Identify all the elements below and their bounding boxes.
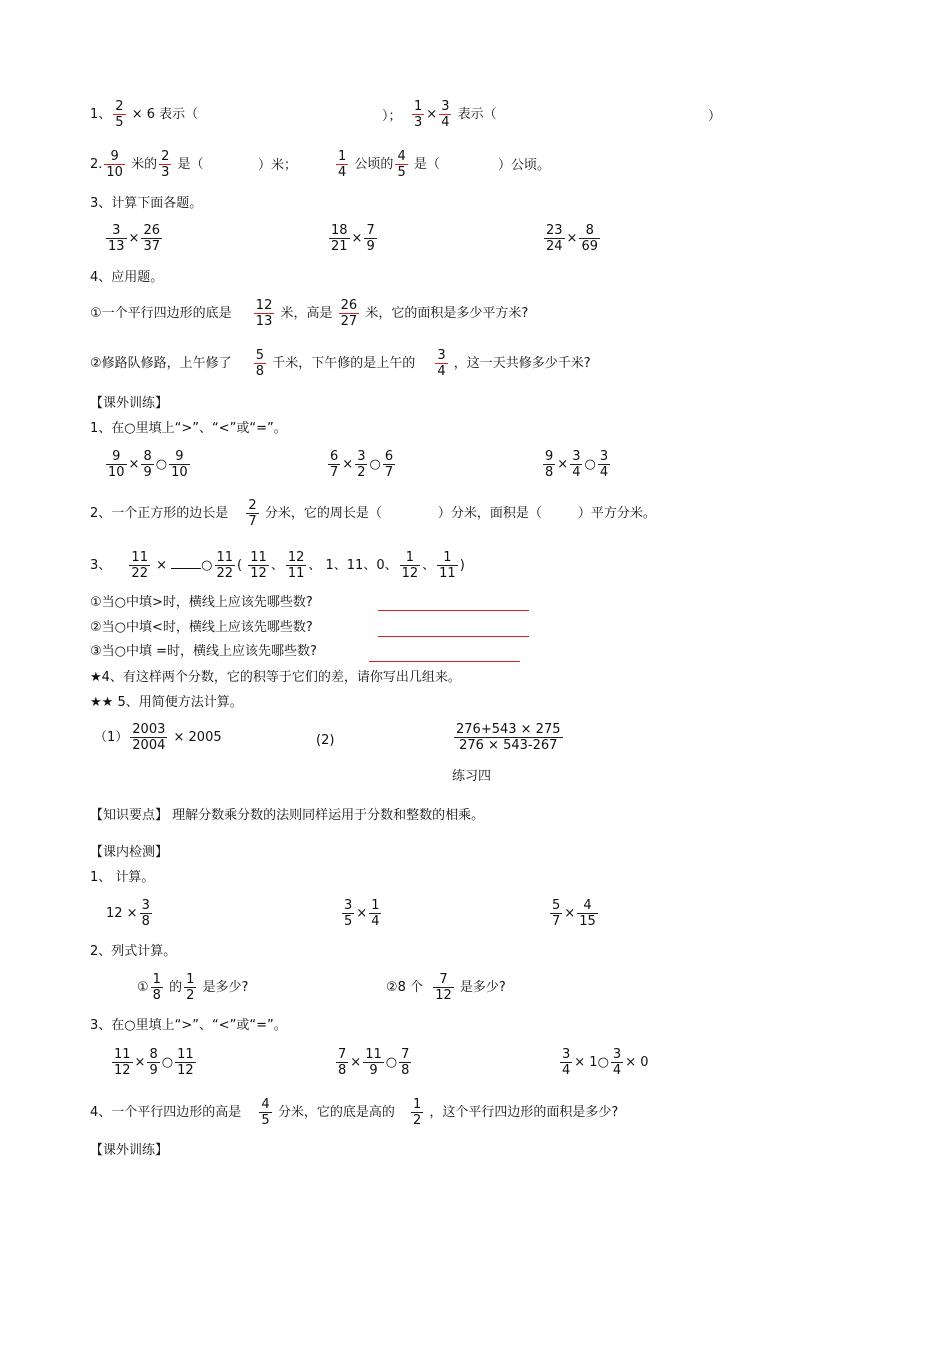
exercise-text: 1、在○里填上“>”、“<”或“=”。 — [90, 421, 287, 436]
fraction: $\frac{3}{4}$ — [441, 99, 450, 130]
exercise-text: 2、列式计算。 — [90, 944, 177, 959]
answer-line[interactable] — [378, 610, 529, 611]
compare-item-2: $\frac{7}{8}$ × $\frac{11}{9}$ ○ $\frac{7}{8}$ — [338, 1047, 410, 1078]
sub-question: ③当○中填 =时，横线上应该先哪些数? — [90, 644, 317, 659]
fraction: $\frac{4}{5}$ — [397, 149, 406, 180]
circle-blank[interactable]: ○ — [155, 457, 168, 472]
page-title: 练习四 — [452, 769, 492, 784]
word-problem-2: ②8 个 $\frac{7}{12}$ 是多少? — [386, 972, 506, 1003]
circle-blank[interactable]: ○ — [201, 558, 213, 573]
section-heading: 4、应用题。 — [90, 270, 164, 285]
compare-item-2: $\frac{6}{7}$ × $\frac{3}{2}$ ○ $\frac{6}{7}$ — [330, 449, 394, 480]
calc-item-3: $\frac{23}{24}$ × $\frac{8}{69}$ — [546, 223, 598, 254]
word-problem-1: ① $\frac{1}{8}$ 的 $\frac{1}{2}$ 是多少? — [137, 972, 249, 1003]
question-1b: $\frac{1}{3}$ × $\frac{3}{4}$ 表示（ — [414, 99, 497, 130]
answer-line[interactable] — [369, 661, 520, 662]
section-heading: 【课外训练】 — [90, 1143, 169, 1158]
exercise-5-1: （1） $\frac{2003}{2004}$ × 2005 — [94, 722, 222, 753]
question-text: ）公顷。 — [498, 158, 551, 173]
question-2a: 2. $\frac{9}{10}$ 米的 $\frac{2}{3}$ 是（ — [90, 149, 204, 180]
question-text: × 6 表示（ — [131, 107, 199, 122]
calc-item-1: $\frac{3}{13}$ × $\frac{26}{37}$ — [108, 223, 160, 254]
compare-item-1: $\frac{9}{10}$ × $\frac{8}{9}$ ○ $\frac{9}{10}$ — [108, 449, 188, 480]
question-number: 1、 — [90, 107, 112, 122]
question-number: (2) — [316, 733, 335, 748]
fraction: $\frac{2}{3}$ — [161, 149, 170, 180]
fraction: $\frac{1}{4}$ — [338, 149, 347, 180]
exercise-4: 4、一个平行四边形的高是 $\frac{4}{5}$ 分米，它的底是高的 $\frac{1}{2}$ ，这个平行四边形的面积是多少? — [90, 1097, 619, 1128]
exercise-text: 3、在○里填上“>”、“<”或“=”。 — [90, 1018, 287, 1033]
exercise-text: ★★ 5、用简便方法计算。 — [90, 695, 243, 710]
fraction: $\frac{1}{3}$ — [414, 99, 423, 130]
calc-item-3: $\frac{5}{7}$ × $\frac{4}{15}$ — [552, 898, 596, 929]
bracket-close: ）； — [382, 109, 402, 124]
fraction: $\frac{2}{5}$ — [115, 99, 124, 130]
calc-item-1: 12 × $\frac{3}{8}$ — [106, 898, 150, 929]
question-text: ）米； — [258, 158, 298, 173]
answer-blank[interactable] — [171, 556, 201, 569]
exercise-2: 2、一个正方形的边长是 $\frac{2}{7}$ 分米，它的周长是（ ）分米，面积是（ ）平方分米。 — [90, 498, 656, 529]
section-heading: 【课内检测】 — [90, 845, 169, 860]
compare-item-3: $\frac{3}{4}$ × 1○ $\frac{3}{4}$ × 0 — [562, 1047, 649, 1078]
section-heading: 【课外训练】 — [90, 396, 169, 411]
circle-blank[interactable]: ○ — [369, 457, 381, 472]
application-2: ②修路队修路，上午修了 $\frac{5}{8}$ 千米，下午修的是上午的 $\frac{3}{4}$ ，这一天共修多少千米? — [90, 348, 591, 379]
sub-question: ①当○中填>时，横线上应该先哪些数? — [90, 595, 313, 610]
calc-item-2: $\frac{18}{21}$ × $\frac{7}{9}$ — [331, 223, 375, 254]
sub-question: ②当○中填<时，横线上应该先哪些数? — [90, 620, 313, 635]
section-heading: 3、计算下面各题。 — [90, 196, 203, 211]
question-text: 表示（ — [457, 107, 497, 122]
compare-item-1: $\frac{11}{12}$ × $\frac{8}{9}$ ○ $\frac{11}{12}$ — [114, 1047, 194, 1078]
question-1-line — [90, 99, 198, 130]
question-2b: $\frac{1}{4}$ 公顷的 $\frac{4}{5}$ 是（ — [338, 149, 440, 180]
circle-blank[interactable]: ○ — [161, 1055, 174, 1070]
application-1: ①一个平行四边形的底是 $\frac{12}{13}$ 米，高是 $\frac{26}{27}$ 米，它的面积是多少平方米? — [90, 298, 529, 329]
exercise-3: 3、 $\frac{11}{22}$ × ○ $\frac{11}{22}$ ( $\frac{11}{12}$ 、 $\frac{12}{11}$ 、 1、11、0、 $\frac{1}{12}$ 、 $\frac{1}{11}$ ) — [90, 550, 465, 581]
answer-line[interactable] — [378, 636, 529, 637]
exercise-text: ★4、有这样两个分数，它的积等于它们的差，请你写出几组来。 — [90, 670, 461, 685]
exercise-text: 1、 计算。 — [90, 870, 155, 885]
compare-item-3: $\frac{9}{8}$ × $\frac{3}{4}$ ○ $\frac{3}{4}$ — [545, 449, 609, 480]
key-points: 【知识要点】 理解分数乘分数的法则同样运用于分数和整数的相乘。 — [90, 808, 485, 823]
exercise-5-2: $\frac{276+543 \times 275}{276 \times 543-267}$ — [456, 722, 561, 753]
bracket-close: ） — [708, 109, 722, 124]
fraction: $\frac{9}{10}$ — [106, 149, 123, 180]
circle-blank[interactable]: ○ — [385, 1055, 398, 1070]
circle-blank[interactable]: ○ — [584, 457, 596, 472]
calc-item-2: $\frac{3}{5}$ × $\frac{1}{4}$ — [344, 898, 380, 929]
